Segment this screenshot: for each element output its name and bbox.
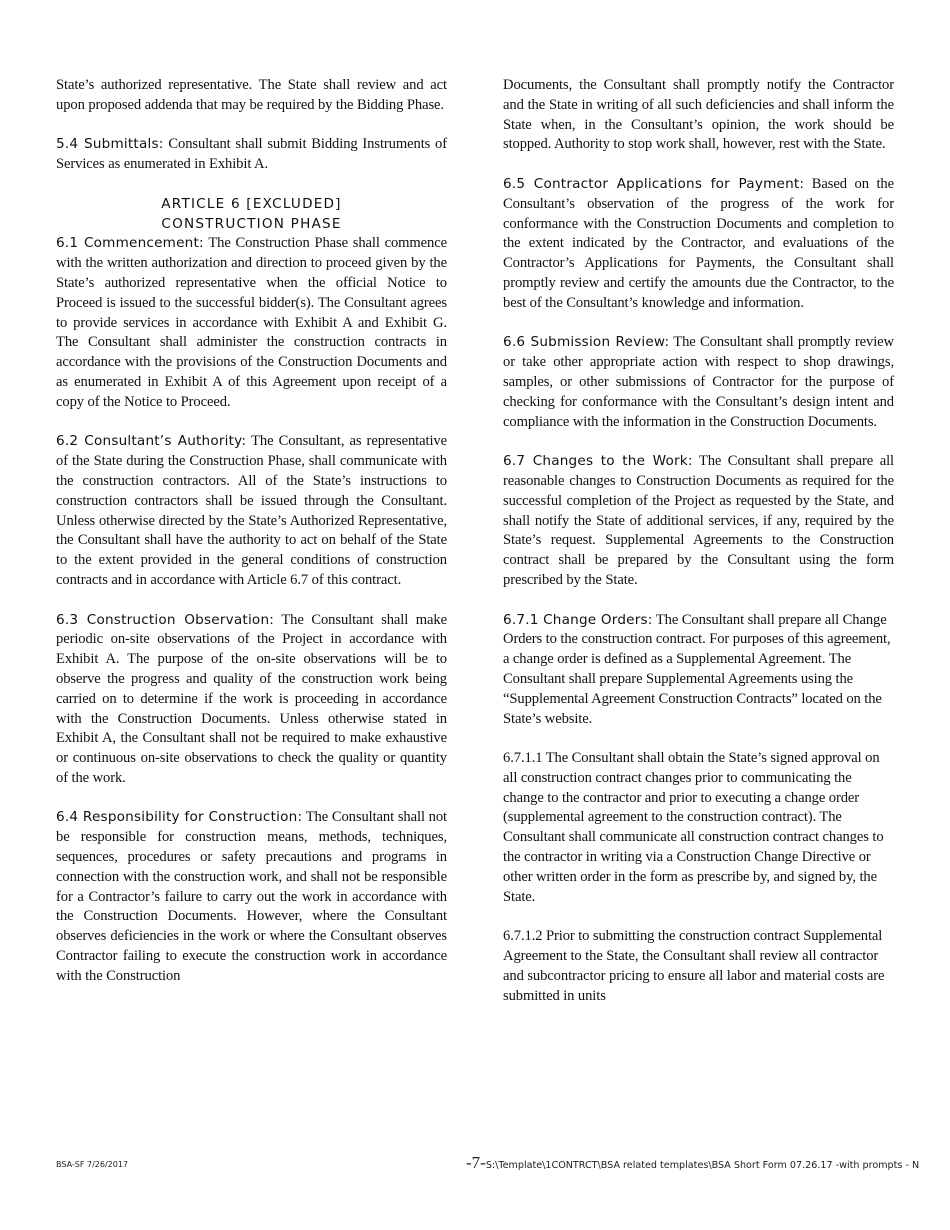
file-path: S:\Template\1CONTRCT\BSA related templates\BSA Short Form 07.26.17 -with prompts - N xyxy=(485,1160,920,1171)
section-heading: 5.4 Submittals: xyxy=(56,136,164,153)
section-6-1: 6.1 Commencement: The Construction Phase shall commence with the written authorization and direction to proceed given by the State’s authorized representative when the official Notice to Proceed is issued to the successful bidder(s). The Consultant agrees to provide services in accordance with Exhibit A and Exhibit G. The Consultant shall administer the construction contracts in accordance with the provisions of the Construction Documents and as enumerated in Exhibit A of this Agreement upon receipt of a copy of the Notice to Proceed. xyxy=(56,235,447,410)
article-subtitle: CONSTRUCTION PHASE xyxy=(161,215,342,232)
paragraph-continuation: Documents, the Consultant shall promptly notify the Contractor and the State in writing of all such deficiencies and shall inform the State when, in the Consultant’s opinion, the work should be stopped. Authority to stop work shall, however, rest with the State. xyxy=(503,77,894,153)
page-number: -7- xyxy=(466,1153,486,1172)
section-6-6: 6.6 Submission Review: The Consultant shall promptly review or take other appropriate action with respect to shop drawings, samples, or other submissions of Contractor for the purpose of checking for conformance with the Consultant’s design intent and compliance with the information in the Construction Documents. xyxy=(503,334,894,430)
article-6-heading xyxy=(56,195,447,235)
footer-form-id: BSA-SF 7/26/2017 xyxy=(56,1160,128,1169)
section-heading: 6.6 Submission Review: xyxy=(503,334,670,351)
section-6-7: 6.7 Changes to the Work: The Consultant shall prepare all reasonable changes to Construction Documents as required for the successful completion of the Project as requested by the State, and shall notify the State of additional services, if any, required by the State’s request. Supplemental Agreements to the Construction contract shall be prepared by the Consultant using the form prescribed by the State. xyxy=(503,453,894,588)
section-6-2: 6.2 Consultant’s Authority: The Consultant, as representative of the State during the Construction Phase, shall communicate with the construction contractors. All of the State’s instructions to construction contractors shall be issued through the Consultant. Unless otherwise directed by the State’s Authorized Representative, the Consultant shall have the authority to act on behalf of the State to the extent provided in the general conditions of construction contracts and in accordance with Article 6.7 of this contract. xyxy=(56,433,447,588)
section-6-7-1: 6.7.1 Change Orders: The Consultant shall prepare all Change Orders to the construction contract. For purposes of this agreement, a change order is defined as a Supplemental Agreement. The Consultant shall prepare Supplemental Agreements using the “Supplemental Agreement Construction Contracts” located on the State’s website. xyxy=(503,611,891,727)
section-heading: 6.5 Contractor Applications for Payment: xyxy=(503,175,805,192)
section-heading: 6.7 Changes to the Work: xyxy=(503,453,693,470)
section-6-4: 6.4 Responsibility for Construction: The Consultant shall not be responsible for construction means, methods, techniques, sequences, procedures or safety precautions and programs in connection with the construction work, and shall not be responsible for a Contractor’s failure to carry out the work in accordance with the Construction Documents. However, where the Consultant observes deficiencies in the work or where the Consultant observes Contractor failing to execute the construction work in accordance with the Construction xyxy=(56,809,447,984)
section-6-7-1-2: 6.7.1.2 Prior to submitting the construction contract Supplemental Agreement to the State, the Consultant shall review all contractor and subcontractor pricing to ensure all labor and material costs are submitted in units xyxy=(503,928,885,1004)
section-heading: 6.2 Consultant’s Authority: xyxy=(56,433,247,450)
section-6-5: 6.5 Contractor Applications for Payment: Based on the Consultant’s observation of the progress of the work for conformance with the Construction Documents and completion to the extent indicated by the Contractor, and evaluations of the Contractor’s Applications for Payments, the Consultant shall promptly review and certify the amounts due the Contractor, to the best of the Consultant’s knowledge and information. xyxy=(503,175,895,311)
section-6-3: 6.3 Construction Observation: The Consultant shall make periodic on-site observations of the Project in accordance with Exhibit A. The purpose of the on-site observations will be to observe the progress and quality of the construction work being carried on to determine if the work is proceeding in accordance with the Construction Documents. Unless otherwise stated in Exhibit A, the Consultant shall not be required to make exhaustive or continuous on-site observations to check the quality or quantity of the work. xyxy=(56,611,447,786)
section-5-4: 5.4 Submittals: Consultant shall submit Bidding Instruments of Services as enumerated in Exhibit A. xyxy=(56,136,448,173)
paragraph-continuation: State’s authorized representative. The State shall review and act upon proposed addenda that may be required by the Bidding Phase. xyxy=(56,77,447,113)
section-6-7-1-1: 6.7.1.1 The Consultant shall obtain the State’s signed approval on all construction contract changes prior to communicating the change to the contractor and prior to executing a change order (supplemental agreement to the construction contract). The Consultant shall communicate all construction contract changes to the contractor in writing via a Construction Change Directive or other written order in the form as prescribe by, and signed by, the State. xyxy=(503,750,884,905)
right-column xyxy=(503,76,894,1026)
section-heading: 6.4 Responsibility for Construction: xyxy=(56,809,303,826)
left-column xyxy=(56,76,447,1006)
article-title: ARTICLE 6 [EXCLUDED] xyxy=(161,195,342,212)
footer xyxy=(466,1153,919,1173)
section-heading: 6.1 Commencement: xyxy=(56,235,204,252)
section-heading: 6.7.1 Change Orders: xyxy=(503,611,653,628)
section-heading: 6.3 Construction Observation: xyxy=(56,611,275,628)
